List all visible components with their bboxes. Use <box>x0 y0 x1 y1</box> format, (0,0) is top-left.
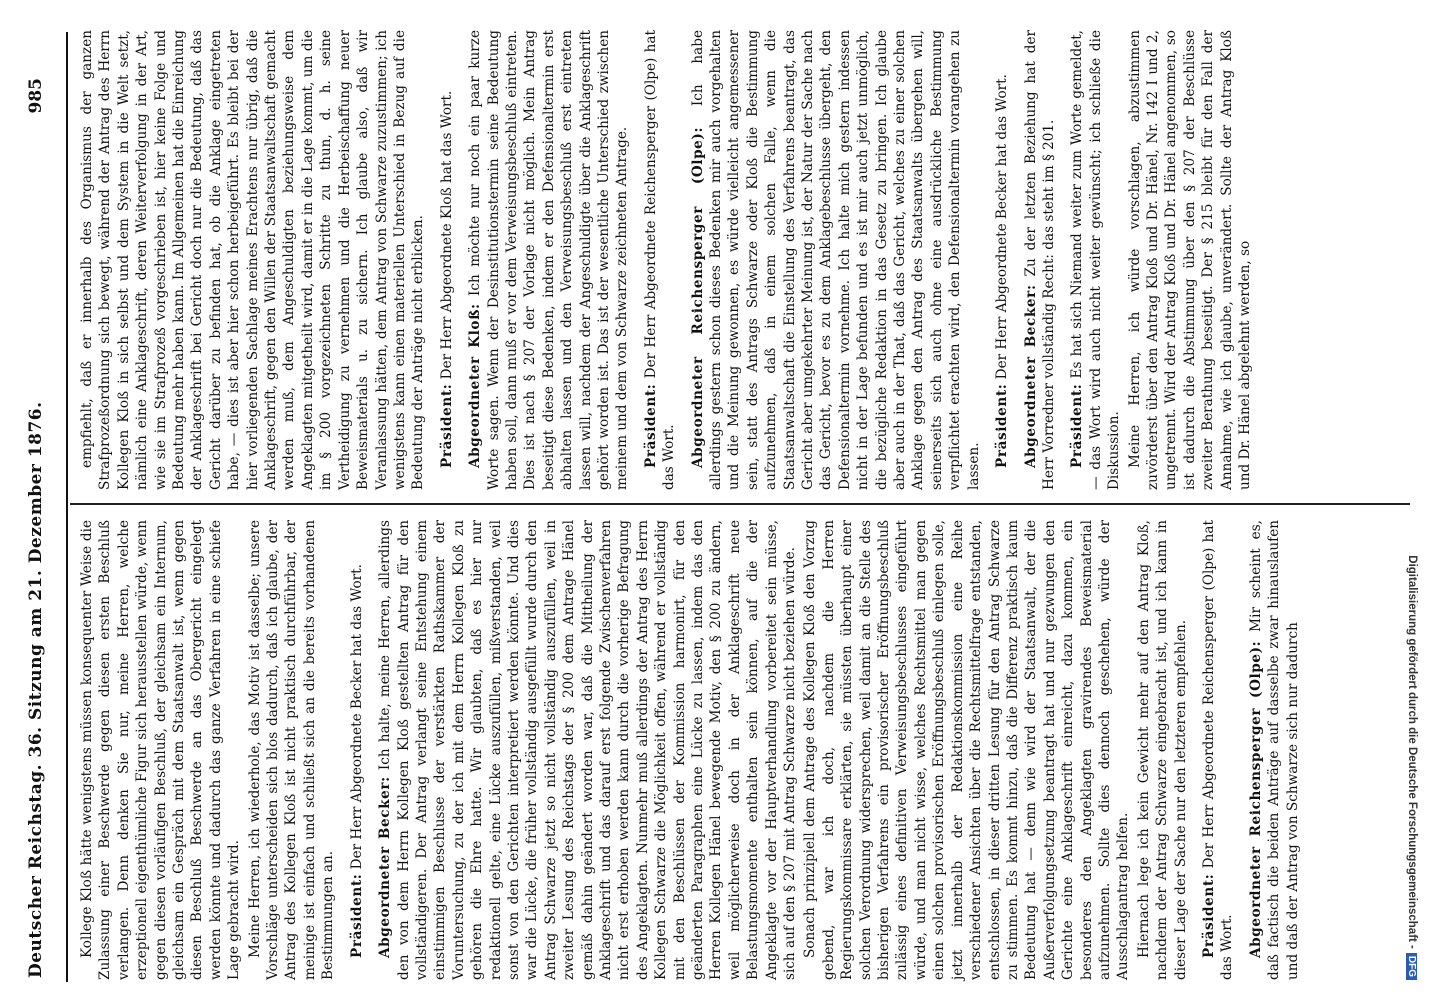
paragraph-text: Ich halte, meine Herren, allerdings den von dem Herrn Kollegen Kloß gestellten Antrag für den vollständigeren. Der Antrag verlangt seine Entstehung einem einstimmigen Beschlusse der verstärkten Rathskammer der Voruntersuchung, zu der ich mit dem Herrn Kollegen Kloß zu gehören die Ehre hatte. Wir glaubten, daß es hier nur redaktionell gelte, eine Lücke auszufüllen, mißverstanden, weil sonst von den Gerichten interpretiert werden könnte. Und dies war die Lücke, die früher vollständig ausgefüllt wurde durch den Antrag Schwarze jetzt so nicht vollständig auszufüllen, weil in zweiter Lesung des Reichstags der § 200 dem Antrage Hänel gemäß dahin geändert worden war, daß die Mittheilung der Anklageschrift und das darauf erst folgende Zwischenverfahren nicht erst erhoben werden kann durch die vorherige Befragung des Angeklagten. Nunmehr muß allerdings der Antrag des Herrn Kollegen Schwarze die Möglichkeit offen, während er vollständig mit den Beschlüssen der Kommission harmonirt, für den geänderten Paragraphen eine Lücke zu lassen, indem das den Herren Kollegen Hänel bewegende Motiv, den § 200 zu ändern, weil möglicherweise doch in der Anklageschrift neue Belastungsmomente enthalten sein können, auf die der Angeklagte vor der Hauptverhandlung vorbereitet sein müsse, sich auf den § 207 mit Antrag Schwarze nicht beziehen würde. <box>377 520 799 980</box>
speech-paragraph <box>1068 30 1123 490</box>
paragraph-text: Es hat sich Niemand weiter zum Worte gemeldet, — das Wort wird auch nicht weiter gewünscht; ich schließe die Diskussion. <box>1069 30 1123 490</box>
paragraph-text: Ich habe allerdings gestern schon dieses Bedenken mir auch vorgehalten und die Meinung gewonnen, es würde vielleicht angemessener sein, statt des Antrags Schwarze oder Kloß die Bestimmung aufzunehmen, daß in einem solchen Falle, wenn die Staatsanwaltschaft die Einstellung des Verfahrens beantragt, das Gericht aber umgekehrter Meinung ist, der Natur der Sache nach das Gericht, bevor es zu dem Anklagebeschlusse übergeht, den Defensionaltermin vornehme. Ich halte mich gestern indessen nicht in der Lage befunden und es ist mir auch jetzt unmöglich, die bezügliche Redaktion in das Gesetz zu bringen. Ich glaube aber auch in der That, daß das Gericht, welches zu einer solchen Anklage gegen den Antrag des Staatsanwalts übergehen will, seinerseits sich auch ohne eine ausdrückliche Bestimmung verpflichtet erachten wird, den Defensionaltermin vorangehen zu lassen. <box>689 29 982 490</box>
text-paragraph <box>1126 30 1255 490</box>
text-paragraph <box>78 30 428 490</box>
column-divider <box>70 504 1410 506</box>
speech-paragraph <box>1022 30 1059 490</box>
speech-paragraph <box>1200 520 1237 980</box>
speaker-label: Präsident: <box>1069 383 1086 468</box>
speaker-label: Präsident: <box>348 873 365 958</box>
text-paragraph <box>246 520 338 980</box>
header-rule <box>66 32 68 982</box>
digitization-credit <box>1388 40 1418 980</box>
paragraph-text: Sonach prinzipiell dem Antrage des Kollegen Kloß den Vorzug gebend, war ich doch, nachdem die Herren Regierungskommissare erklärten, sie müssten überhaupt einer solchen Verordnung widersprechen, weil damit an die Stelle des bisherigen Verfahrens ein provisorischer Eröffnungsbeschluß zulässig eines definitiven Verweisungsbeschlusses eingeführt würde, und man nicht wisse, welches Rechtsmittel man gegen einen solchen provisorischen Eröffnungsbeschluß einlegen solle, jetzt innerhalb der Redaktionskommission eine Reihe verschiedener Ansichten über die Rechtsmittelfrage entstanden, entschlossen, in dieser dritten Lesung für den Antrag Schwarze zu stimmen. Es kommt hinzu, daß die Differenz praktisch kaum Bedeutung hat — denn wie wird der Staatsanwalt, der die Außerverfolgungsetzung beantragt hat und nur gezwungen den Gerichte eine Anklageschrift einreicht, dazu kommen, ein besonderes den Angeklagten gravirendes Beweismaterial aufzunehmen. Sollte dies dennoch geschehen, würde der Ausschlagantrag helfen. <box>802 520 1132 980</box>
speech-paragraph <box>1247 520 1302 980</box>
paragraph-text: Kollege Kloß hätte wenigstens müssen konsequenter Weise die Zulassung einer Beschwerde gegen diesen ersten Beschluß verlangen. Denn denken Sie nur, meine Herren, welche erzeptionell eigenthümliche Figur sich herausstellen würde, wenn gegen diesen vorläufigen Beschluß, der gleichsam ein Internum, gleichsam ein Gespräch mit dem Staatsanwalt ist, wenn gegen diesen Beschluß Beschwerde an das Obergericht eingelegt werden könnte und dadurch das ganze Verfahren in eine schiefe Lage gebracht wird. <box>79 520 243 980</box>
speaker-label: Abgeordneter Reichensperger (Olpe): <box>689 126 706 468</box>
page-header <box>16 0 56 1000</box>
speech-paragraph <box>438 30 456 490</box>
paragraph-text: Meine Herren, ich würde vorschlagen, abzustimmen zuvörderst über den Antrag Kloß und Dr. Hänel, Nr. 142 I und 2, ungetrennt. Wird der Antrag Kloß und Dr. Hänel angenommen, so ist dadurch die Abstimmung über den § 207 der Beschlüsse zweiter Berathung beseitigt. Der § 215 bleibt für den Fall der Annahme, wie ich glaube, unverändert. Sollte der Antrag Kloß und Dr. Hänel abgelehnt werden, so <box>1126 30 1253 490</box>
speaker-label: Präsident: <box>1200 873 1217 958</box>
paragraph-text: Der Herr Abgeordnete Kloß hat das Wort. <box>438 90 455 380</box>
paragraph-text: Der Herr Abgeordnete Becker hat das Wort. <box>348 564 365 870</box>
paragraph-text: empfiehlt, daß er innerhalb des Organismus der ganzen Strafprozeßordnung sich bewegt, während der Antrag des Herrn Kollegen Kloß in sich selbst und dem System in die Welt setzt, nämlich eine Anklageschrift, deren Weiterverfolgung in der Art, wie sie im Strafprozeß vorgeschrieben ist, hier keine Folge und Bedeutung mehr haben kann. Im Allgemeinen hat die Einreichung der Anklageschrift bei Gericht doch nur die Bedeutung, daß das Gericht darüber zu befinden hat, ob die Anklage eingetreten habe, — dies ist aber hier schon herbeigeführt. Es bleibt bei der hier vorliegenden Sachlage meines Erachtens nur übrig, daß die Anklageschrift, gegen den Willen der Staatsanwaltschaft gemacht werden muß, dem Angeschuldigten beziehungsweise dem Angeklagten mitgetheilt wird, damit er in die Lage kommt, um die im § 200 vorgezeichneten Schritte zu thun, d. h. seine Vertheidigung zu vernehmen und die Herbeischaffung neuer Beweismaterials u. zu sichern. Ich glaube also, daß wir Veranlassung hätten, dem Antrag von Schwarze zuzustimmen; ich wenigstens kann einen materiellen Unterschied in Bezug auf die Bedeutung der Anträge nicht erblicken. <box>79 30 427 490</box>
paragraph-text: Der Herr Abgeordnete Reichensperger (Olpe) hat das Wort. <box>1200 520 1236 980</box>
credit-text: Digitalisierung gefördert durch die Deutsche Forschungsgemeinschaft - <box>1406 555 1418 949</box>
speaker-label: Präsident: <box>642 383 659 468</box>
text-column-right <box>78 30 1256 490</box>
speech-paragraph <box>642 30 679 490</box>
speaker-label: Abgeordneter Becker: <box>1022 284 1039 468</box>
speaker-label: Abgeordneter Becker: <box>377 776 394 958</box>
running-title: Deutscher Reichstag. 36. Sitzung am 21. Dezember 1876. <box>26 401 46 978</box>
paragraph-text: Meine Herren, ich wiederhole, das Motiv ist dasselbe; unsere Vorschläge unterscheiden sich blos dadurch, daß ich glaube, der Antrag des Kollegen Kloß ist nicht praktisch durchführbar, der meinige ist einfach und schließt sich an die bereits vorhandenen Bestimmungen an. <box>246 520 337 980</box>
text-paragraph <box>78 520 244 980</box>
dfg-logo: DFG <box>1406 953 1417 980</box>
paragraph-text: Ich möchte nur noch ein paar kurze Worte sagen. Wenn der Desinstitutionstermin seine Bedeutung haben soll, dann muß er vor dem Verweisungsbeschluß eintreten. Dies ist nach § 207 der Vorlage nicht möglich. Mein Antrag beseitigt diese Bedenken, indem er den Defensionaltermin erst abhalten lassen und den Verweisungsbeschluß erst eintreten lassen will, nachdem der Angeschuldigte über die Anklageschrift gehört worden ist. Das ist der wesentliche Unterschied zwischen meinem und dem von Schwarze zeichneten Antrage. <box>467 30 631 490</box>
page-number: 985 <box>26 78 46 114</box>
text-column-left <box>78 520 1304 980</box>
speaker-label: Abgeordneter Kloß: <box>467 303 484 468</box>
paragraph-text: Der Herr Abgeordnete Becker hat das Wort. <box>994 74 1011 380</box>
speech-paragraph <box>466 30 632 490</box>
speaker-label: Präsident: <box>438 383 455 468</box>
speaker-label: Abgeordneter Reichensperger (Olpe): <box>1247 640 1264 958</box>
speech-paragraph <box>689 30 984 490</box>
paragraph-text: Hiernach lege ich kein Gewicht mehr auf den Antrag Kloß, nachdem der Antrag Schwarze eingebracht ist, und ich kann in dieser Lage der Sache nur den letzteren empfehlen. <box>1135 520 1189 980</box>
speech-paragraph <box>993 30 1011 490</box>
text-paragraph <box>801 520 1132 980</box>
paragraph-text: Mir scheint es, daß factisch die beiden Anträge auf dasselbe zwar hinauslaufen und daß der Antrag von Schwarze sich nur dadurch <box>1247 520 1301 980</box>
paragraph-text: Der Herr Abgeordnete Reichensperger (Olpe) hat das Wort. <box>642 30 678 490</box>
text-paragraph <box>1135 520 1190 980</box>
speaker-label: Präsident: <box>994 383 1011 468</box>
speech-paragraph <box>376 520 799 980</box>
speech-paragraph <box>348 520 366 980</box>
paragraph-text: Zu der letzten Beziehung hat der Herr Vorredner vollständig Recht: das steht im § 201. <box>1022 29 1057 490</box>
